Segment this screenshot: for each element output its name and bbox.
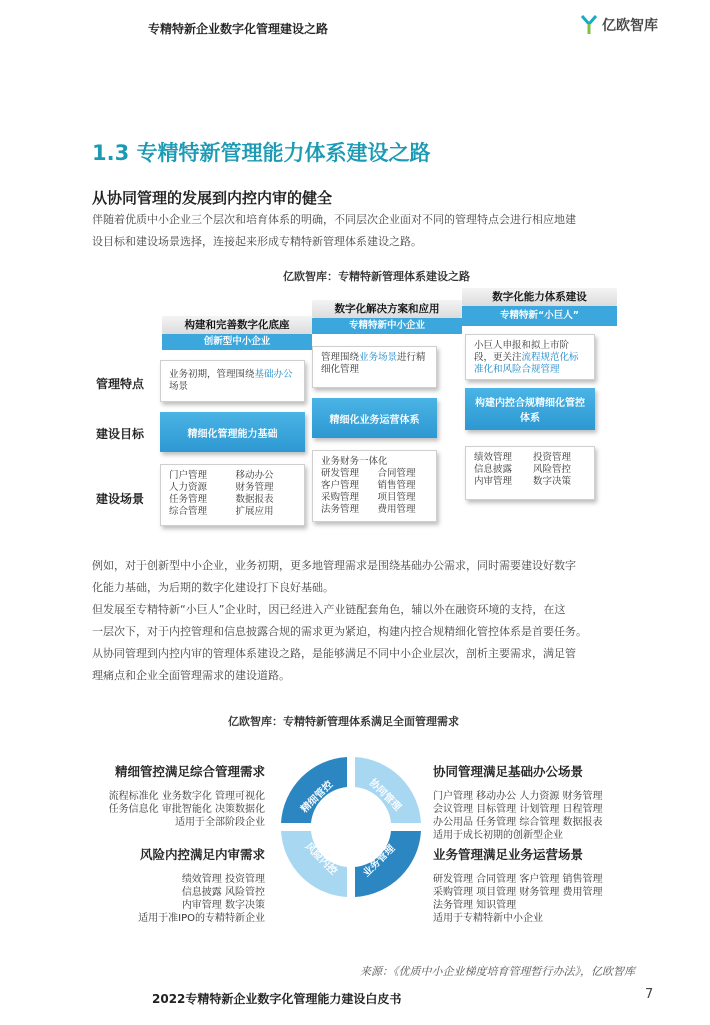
body-paragraph-2: 但发展至专精特新“小巨人”企业时，因已经进入产业链配套角色，辅以外在融资环境的支持，在这 一层次下，对于内控管理和信息披露合规的需求更为紧迫，构建内控合规精细化管控体系是首要任务。	[92, 603, 587, 638]
step2-heading: 数字化解决方案和应用	[312, 300, 462, 318]
page-number: 7	[645, 987, 654, 1002]
step3-heading: 数字化能力体系建设	[462, 288, 617, 306]
ring-segment-business	[355, 831, 421, 897]
block-risk-control: 风险内控满足内审需求 绩效管理 投资管理 信息披露 风险管控 内审管理 数字决策 适用于准IPO的专精特新企业	[138, 847, 265, 924]
step1-heading: 构建和完善数字化底座	[162, 316, 312, 334]
step3-goal: 构建内控合规精细化管控体系	[465, 388, 595, 430]
step1-bar: 创新型中小企业	[162, 334, 312, 350]
footer-title: 2022专精特新企业数字化管理能力建设白皮书	[152, 992, 402, 1006]
yiou-logo-icon	[580, 14, 598, 36]
intro-paragraph: 伴随着优质中小企业三个层次和培育体系的明确，不同层次企业面对不同的管理特点会进行相应地建 设目标和建设场景选择，连接起来形成专精特新管理体系建设之路。	[92, 213, 576, 248]
section-title: 1.3 专精特新管理能力体系建设之路	[92, 141, 431, 165]
block-coordination: 协同管理满足基础办公场景 门户管理 移动办公 人力资源 财务管理 会议管理 目标管理 计划管理 日程管理 办公用品 任务管理 综合管理 数据报表 适用于成长初期的创新型企业	[433, 764, 603, 841]
body-paragraph-3: 从协同管理到内控内审的管理体系建设之路，是能够满足不同中小企业层次，剖析主要需求，满足管 理痛点和企业全面管理需求的建设道路。	[92, 647, 576, 682]
body-paragraph-1: 例如，对于创新型中小企业，业务初期，更多地管理需求是围绕基础办公需求，同时需要建设好数字 化能力基础，为后期的数字化建设打下良好基础。	[92, 559, 576, 594]
ring-label-fine: 精细管控	[299, 779, 336, 816]
management-ring	[276, 752, 426, 902]
fig1-title: 亿欧智库：专精特新管理体系建设之路	[283, 270, 470, 283]
step3-scenes: 绩效管理 投资管理 信息披露 风险管控 内审管理 数字决策	[465, 446, 595, 500]
step2-scenes: 业务财务一体化 研发管理 合同管理 客户管理 销售管理 采购管理 项目管理 法务管理 费用管理	[312, 450, 437, 522]
logo-text: 亿欧智库	[602, 18, 658, 34]
row-label-features: 管理特点	[96, 377, 145, 391]
fig2-title: 亿欧智库：专精特新管理体系满足全面管理需求	[228, 715, 459, 728]
row-label-goals: 建设目标	[96, 427, 145, 441]
block-business: 业务管理满足业务运营场景 研发管理 合同管理 客户管理 销售管理 采购管理 项目管理 财务管理 费用管理 法务管理 知识管理 适用于专精特新中小企业	[433, 847, 603, 924]
step2-feature: 管理围绕业务场景进行精细化管理	[312, 346, 437, 388]
block-fine-control: 精细管控满足综合管理需求 流程标准化 业务数字化 管理可视化 任务信息化 审批智能化 决策数据化 适用于全部阶段企业	[108, 764, 265, 828]
ring-label-coordination: 协同管理	[366, 777, 403, 814]
step2-goal: 精细化业务运营体系	[312, 398, 437, 438]
ring-label-risk: 风险内控	[302, 841, 339, 878]
step3-feature: 小巨人申报和拟上市阶段，更关注流程规范化标准化和风险合规管理	[465, 334, 595, 380]
step1-scenes: 门户管理 移动办公 人力资源 财务管理 任务管理 数据报表 综合管理 扩展应用	[160, 464, 305, 526]
logo	[580, 14, 658, 36]
step3-bar: 专精特新“小巨人”	[462, 306, 617, 326]
step1-feature: 业务初期，管理围绕基础办公场景	[160, 360, 305, 402]
subtitle: 从协同管理的发展到内控内审的健全	[92, 189, 333, 207]
row-label-scenes: 建设场景	[96, 492, 145, 506]
header-title: 专精特新企业数字化管理建设之路	[148, 22, 329, 36]
source-note: 来源：《优质中小企业梯度培育管理暂行办法》，亿欧智库	[360, 965, 635, 978]
step1-goal: 精细化管理能力基础	[160, 412, 305, 452]
ring-label-business: 业务管理	[361, 843, 398, 880]
step2-bar: 专精特新中小企业	[312, 318, 462, 334]
ring-segment-fine	[281, 757, 347, 823]
ring-segment-risk	[281, 831, 347, 897]
